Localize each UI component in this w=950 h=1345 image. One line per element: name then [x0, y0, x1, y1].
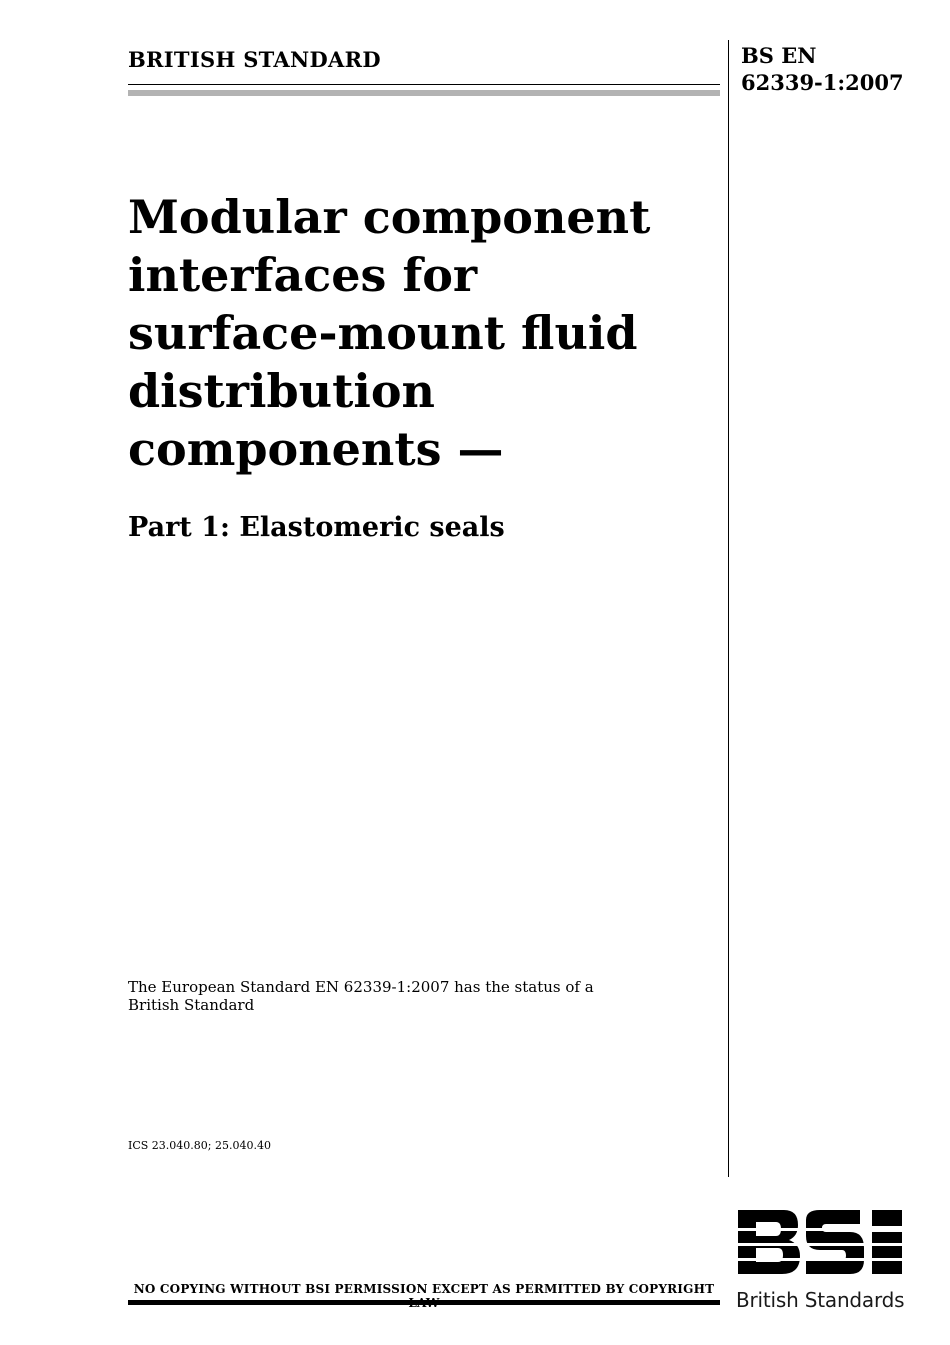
status-note-line: The European Standard EN 62339-1:2007 has the status of a: [128, 978, 594, 996]
title-line: surface-mount fluid: [128, 306, 638, 360]
status-note-line: British Standard: [128, 996, 255, 1014]
document-number: [741, 42, 904, 96]
status-note: [128, 978, 598, 1014]
header-label: BRITISH STANDARD: [128, 47, 381, 72]
document-number-line1: BS EN: [741, 43, 817, 68]
header-rule-thick: [128, 90, 720, 96]
copyright-notice: NO COPYING WITHOUT BSI PERMISSION EXCEPT AS PERMITTED BY COPYRIGHT: [133, 1282, 715, 1296]
bsi-logo-caption: British Standards: [736, 1288, 905, 1312]
ics-code: ICS 23.040.80; 25.040.40: [128, 1139, 271, 1152]
document-number-line2: 62339-1:2007: [741, 70, 904, 95]
vertical-divider: [728, 40, 729, 1177]
title-line: interfaces for: [128, 248, 478, 302]
header-rule-thin: [128, 84, 720, 85]
footer-rule: [128, 1300, 720, 1305]
part-subtitle: Part 1: Elastomeric seals: [128, 512, 505, 543]
document-title: [128, 188, 708, 478]
title-line: components —: [128, 422, 504, 476]
bsi-logo: [736, 1208, 906, 1278]
title-line: distribution: [128, 364, 435, 418]
title-line: Modular component: [128, 190, 651, 244]
